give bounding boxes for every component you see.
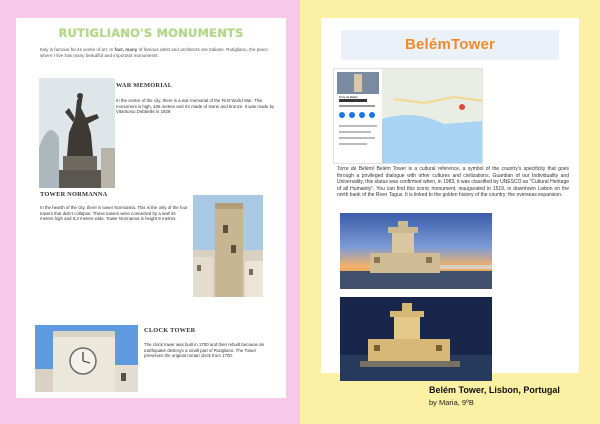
belem-title: BelémTower [404, 36, 496, 53]
intro-text-1: Italy is famous for its works of art. In [40, 47, 115, 52]
tower-normanna-heading: TOWER NORMANNA [40, 191, 108, 198]
caption-title: Belém Tower, Lisbon, Portugal [429, 385, 560, 395]
intro-text-2: of famous artist and architects are Italians. Rutigliano, the place where I live has many beautiful and important monuments. [40, 47, 268, 58]
clock-tower-heading: CLOCK TOWER [144, 327, 196, 334]
rutigliano-page [16, 18, 286, 398]
belem-sunset-photo [340, 213, 492, 289]
clock-tower-photo [35, 325, 138, 392]
clock-tower-text: The clock tower was built in 1700 and then rebuilt because an earthquake destroys a small part of Rutigliano. The Tower preserves the original roman clock from 1700. [144, 342, 265, 359]
rutigliano-title: RUTIGLIANO'S MONUMENTS [58, 26, 244, 40]
war-memorial-photo [39, 78, 115, 188]
tower-normanna-photo [193, 195, 263, 297]
rutigliano-intro [40, 47, 280, 59]
belem-name-italic: Torre de Belém [337, 166, 373, 172]
intro-bold-fact: fact, [114, 47, 124, 52]
belem-body-text: / Belém Tower is a cultural reference, a symbol of the country's specificity that goes through a privileged dialogue with other cultures and civilizations. Guardian of our Individuality and Universality, this status was confirmed when, in 1983, it was classified by UNESCO as "Cultural Heritage of all Humanity". You can find this iconic monument, inaugurated in 1519, in downtown Lisbon on the north bank of the River Tagus. It is linked to the golden history of the country: the overseas expansion. [337, 166, 570, 199]
tower-normanna-text: In the hearth of the city, there is tower Normanna. This is the only of the four towers that didn't collapse. These towers were connected by a wall 34 meters high and 6,3 meters wide. Tower Normanna is height 9 metres. [40, 205, 188, 222]
belem-page [321, 18, 579, 373]
map-screenshot [333, 68, 483, 164]
war-memorial-text: In the centre of the city, there is a war memorial of the First World War. This monument is high, 106 metres and it's made of stone and bronze. It was made by Vitantonio Debbellis in 1929 [116, 98, 275, 115]
intro-bold-many: many [125, 47, 138, 52]
belem-description [337, 166, 569, 199]
belem-night-photo [340, 297, 492, 381]
war-memorial-heading: WAR MEMORIAL [116, 82, 173, 89]
map-place-name: Torre de Belém [339, 96, 358, 99]
caption-author: by Maria, 9ºB [429, 398, 474, 407]
